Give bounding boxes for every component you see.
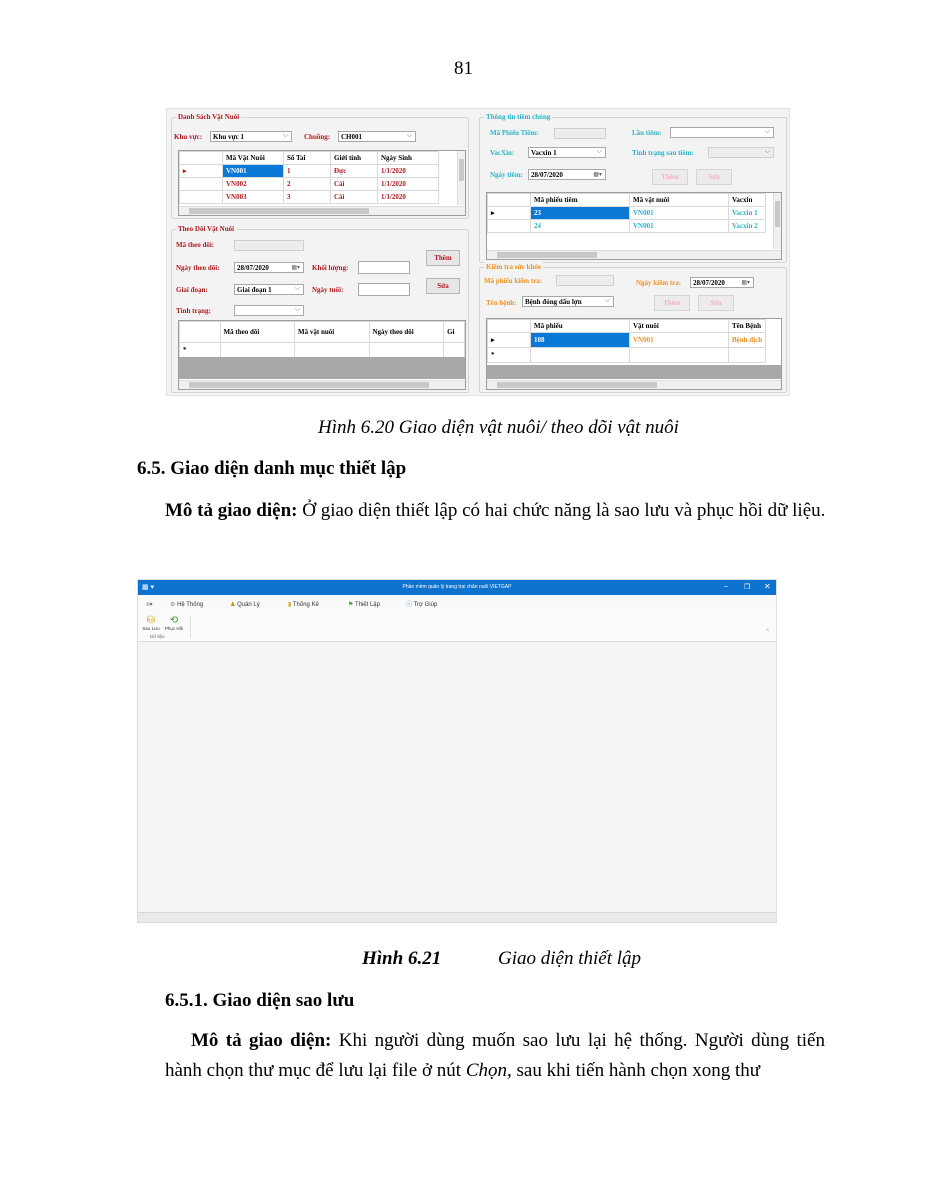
cell[interactable]: Đực (331, 165, 378, 178)
minimize-icon[interactable]: – (724, 583, 728, 590)
col-livestock: Vật nuôi (630, 320, 729, 333)
tracking-edit-button[interactable]: Sửa (426, 278, 460, 294)
vaccination-table[interactable] (486, 192, 782, 260)
vertical-scrollbar[interactable] (773, 193, 781, 249)
tab-settings[interactable]: ⚑ Thiết Lập (348, 602, 380, 608)
cell[interactable]: Bệnh dịch (729, 333, 766, 348)
tracking-title: Theo Dõi Vật Nuôi (178, 225, 235, 233)
paragraph-body-1: Khi người dùng muốn sao lưu lại hệ thống. Người dùng tiến hành chọn thư mục để lưu lại file ở nút (165, 1030, 825, 1081)
paragraph-backup-description (165, 1026, 825, 1086)
cell[interactable]: VN002 (223, 178, 284, 191)
cell[interactable]: 23 (531, 207, 630, 220)
cell[interactable]: 24 (531, 220, 630, 233)
backup-button[interactable] (140, 615, 162, 631)
dose-label: Lần tiêm: (632, 129, 662, 137)
col-ear-tag: Số Tai (284, 152, 331, 165)
table-row[interactable]: ▸ 108 VN001 Bệnh dịch (488, 333, 766, 348)
age-input[interactable] (358, 283, 410, 296)
cell[interactable]: 2 (284, 178, 331, 191)
col-tracking-id: Mã theo dõi (220, 322, 294, 343)
table-row[interactable]: ▸ VN001 1 Đực 1/1/2020 (180, 165, 439, 178)
figure-6-20-caption: Hình 6.20 Giao diện vật nuôi/ theo dõi vật nuôi (318, 417, 679, 438)
vaccination-date-picker[interactable]: 28/07/2020 ▦▾ (528, 169, 606, 180)
cell[interactable]: 1 (284, 165, 331, 178)
cell[interactable]: Vacxin 1 (729, 207, 766, 220)
col-livestock-id: Mã Vật Nuôi (223, 152, 284, 165)
table-row[interactable] (180, 191, 439, 204)
table-row[interactable] (180, 178, 439, 191)
cell[interactable]: 1/1/2020 (378, 191, 439, 204)
livestock-list-title: Danh Sách Vật Nuôi (178, 113, 240, 121)
horizontal-scrollbar[interactable] (179, 380, 465, 389)
health-check-group (479, 263, 787, 393)
health-check-id-field (556, 275, 614, 286)
ribbon-group-label: Dữ liệu (150, 634, 165, 639)
weight-input[interactable] (358, 261, 410, 274)
tracking-add-button[interactable]: Thêm (426, 250, 460, 266)
vaccine-label: VacXin: (490, 149, 515, 157)
col-sex: Giới tính (331, 152, 378, 165)
horizontal-scrollbar[interactable] (487, 250, 781, 259)
horizontal-scrollbar[interactable] (179, 206, 465, 215)
window-titlebar (138, 580, 776, 595)
health-check-add-button[interactable]: Thêm (654, 295, 690, 311)
table-row[interactable]: * (180, 343, 465, 358)
tracking-group (171, 225, 469, 393)
ribbon-tabs (138, 595, 776, 614)
weight-label: Khối lượng: (312, 264, 349, 272)
workspace-area (138, 642, 776, 910)
subsection-heading: 6.5.1. Giao diện sao lưu (165, 990, 355, 1011)
choose-button-reference: Chọn, (465, 1060, 512, 1081)
col-birth-date: Ngày Sinh (378, 152, 439, 165)
vaccination-group (479, 113, 787, 263)
backup-label: Sao Lưu (142, 626, 160, 631)
cell[interactable]: 108 (531, 333, 630, 348)
vaccination-date-label: Ngày tiêm: (490, 171, 523, 179)
status-label: Tình trạng: (176, 307, 211, 315)
livestock-table[interactable] (178, 150, 466, 216)
after-status-select (708, 147, 774, 158)
user-icon: ♟ (230, 602, 236, 608)
table-row[interactable] (488, 220, 766, 233)
health-check-table[interactable] (486, 318, 782, 390)
cell[interactable]: VN001 (630, 333, 729, 348)
col-health-check-id: Mã phiếu (531, 320, 630, 333)
cell[interactable]: Vacxin 2 (729, 220, 766, 233)
health-check-edit-button[interactable]: Sửa (698, 295, 734, 311)
figure-6-21-label: Hình 6.21 (362, 948, 442, 969)
vaccination-title: Thông tin tiêm chủng (486, 113, 551, 121)
tab-help[interactable]: ⓘ Trợ Giúp (406, 602, 438, 608)
vaccination-id-label: Mã Phiếu Tiêm: (490, 129, 539, 137)
page-number: 81 (454, 58, 473, 79)
tracking-id-field (234, 240, 304, 251)
window-title: Phần mềm quản lý trang trại chăn nuôi VIETGAP (402, 584, 512, 590)
vaccination-edit-button[interactable]: Sửa (696, 169, 732, 185)
dose-select[interactable] (670, 127, 774, 138)
disease-select[interactable]: Bệnh đóng dấu lợn ⌵ (522, 296, 614, 307)
menu-icon[interactable]: ≡▾ (146, 602, 153, 608)
after-status-label: Tình trạng sau tiêm: (632, 149, 694, 157)
status-select[interactable] (234, 305, 304, 316)
restore-icon: ⟲ (169, 615, 179, 626)
cell[interactable]: VN003 (223, 191, 284, 204)
vaccination-id-field (554, 128, 606, 139)
status-bar (138, 912, 776, 923)
figure-settings-screenshot (137, 579, 777, 923)
stage-label: Giai đoạn: (176, 286, 208, 294)
col-vaccine: Vacxin (729, 194, 766, 207)
ribbon-panel (138, 614, 776, 642)
paragraph-body: Ở giao diện thiết lập có hai chức năng là sao lưu và phục hồi dữ liệu. (297, 500, 826, 521)
cell[interactable]: VN001 (630, 220, 729, 233)
age-label: Ngày tuổi: (312, 286, 344, 294)
cell[interactable]: 1/1/2020 (378, 165, 439, 178)
info-icon: ⓘ (406, 602, 413, 608)
col-livestock-id: Mã vật nuôi (630, 194, 729, 207)
paragraph-lead: Mô tả giao diện: (191, 1030, 332, 1051)
restore-button[interactable] (162, 615, 186, 631)
table-row[interactable]: * (488, 348, 766, 363)
tab-manage[interactable]: ♟ Quản Lý (230, 602, 260, 608)
disease-label: Tên bệnh: (486, 299, 517, 307)
area-label: Khu vực: (174, 133, 203, 141)
vertical-scrollbar[interactable] (457, 151, 465, 205)
ribbon-divider (190, 616, 191, 638)
grid-empty-area (179, 357, 465, 379)
restore-label: Phục Hồi (164, 626, 184, 631)
pen-select[interactable]: CH001 ⌵ (338, 131, 416, 142)
cell[interactable]: Cái (331, 191, 378, 204)
app-icon[interactable]: ▦ ▾ (142, 584, 155, 591)
cell[interactable]: VN001 (630, 207, 729, 220)
backup-icon: ⛁ (146, 615, 156, 626)
cell[interactable]: Cái (331, 178, 378, 191)
cell[interactable]: 3 (284, 191, 331, 204)
health-check-title: Kiểm tra sức khỏe (486, 263, 541, 271)
chart-icon: ▮ (288, 602, 292, 608)
health-check-date-label: Ngày kiểm tra: (636, 279, 682, 287)
maximize-icon[interactable]: ❐ (744, 584, 751, 591)
col-tracking-date: Ngày theo dõi (369, 322, 444, 343)
cell[interactable]: VN001 (223, 165, 284, 178)
livestock-list-group (171, 113, 469, 219)
vaccination-add-button[interactable]: Thêm (652, 169, 688, 185)
col-stage: Gi (444, 322, 465, 343)
tracking-id-label: Mã theo dõi: (176, 241, 215, 249)
gear-icon: ⚙ (170, 602, 176, 608)
tab-system[interactable]: ⚙ Hệ Thống (170, 602, 204, 608)
health-check-id-label: Mã phiếu kiểm tra: (484, 277, 543, 285)
col-disease-name: Tên Bệnh (729, 320, 766, 333)
col-vaccination-id: Mã phiếu tiêm (531, 194, 630, 207)
health-check-date-picker[interactable]: 28/07/2020 ▦▾ (690, 277, 754, 288)
pen-label: Chuồng: (304, 133, 331, 141)
tracking-table[interactable] (178, 320, 466, 390)
horizontal-scrollbar[interactable] (487, 380, 781, 389)
flag-icon: ⚑ (348, 602, 354, 608)
stage-select[interactable]: Giai đoạn 1 ⌵ (234, 284, 304, 295)
tab-statistics[interactable]: ▮ Thống Kê (288, 602, 319, 608)
tracking-date-label: Ngày theo dõi: (176, 264, 220, 272)
collapse-ribbon-icon[interactable]: ^ (766, 629, 769, 635)
vaccine-select[interactable]: Vacxin 1 ⌵ (528, 147, 606, 158)
paragraph-body-2: sau khi tiến hành chọn xong thư (511, 1060, 761, 1081)
paragraph-settings-description (137, 496, 837, 526)
close-icon[interactable]: ✕ (764, 582, 771, 591)
paragraph-lead: Mô tả giao diện: (165, 500, 298, 521)
cell[interactable]: 1/1/2020 (378, 178, 439, 191)
section-heading: 6.5. Giao diện danh mục thiết lập (137, 458, 407, 479)
figure-livestock-screenshot (166, 108, 790, 396)
area-select[interactable]: Khu vực 1 ⌵ (210, 131, 292, 142)
tracking-date-picker[interactable]: 28/07/2020 ▦▾ (234, 262, 304, 273)
table-row[interactable]: ▸ 23 VN001 Vacxin 1 (488, 207, 766, 220)
grid-empty-area (487, 365, 781, 379)
figure-6-21-caption: Giao diện thiết lập (498, 948, 642, 969)
col-livestock-id: Mã vật nuôi (295, 322, 370, 343)
